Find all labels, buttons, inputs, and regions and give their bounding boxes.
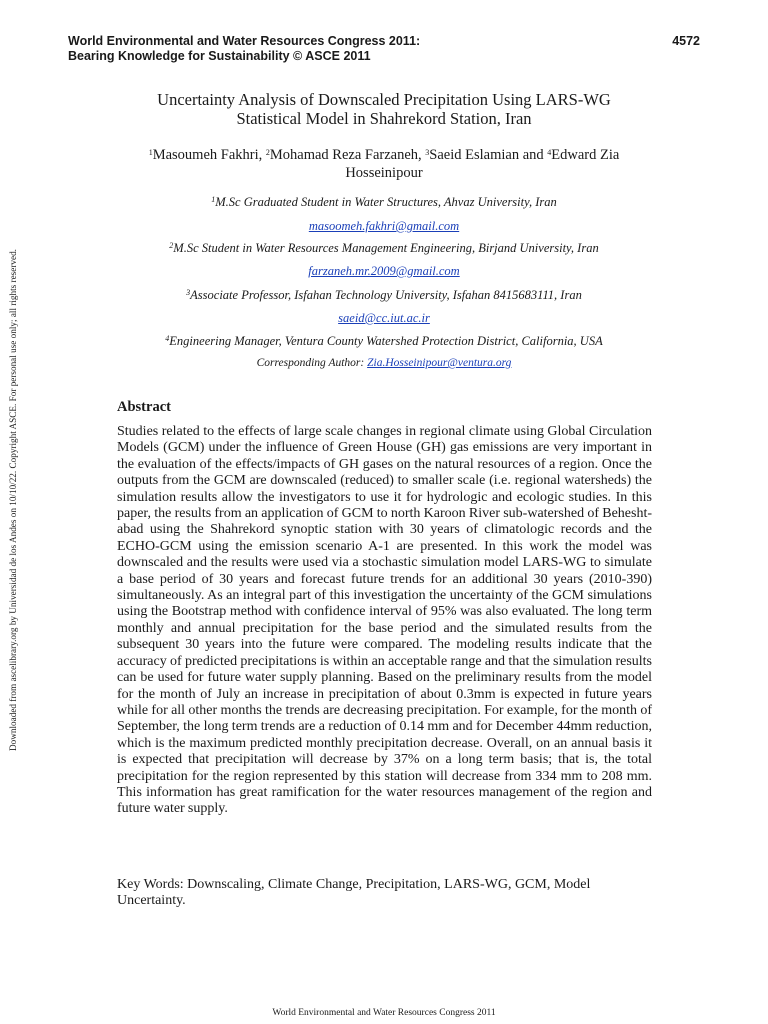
title-line-1: Uncertainty Analysis of Downscaled Precipitation Using LARS-WG (157, 90, 611, 109)
author-2: Mohamad Reza Farzaneh, (269, 147, 426, 163)
page-footer: World Environmental and Water Resources Congress 2011 (272, 1008, 496, 1018)
author-3-index: 3 (425, 148, 430, 157)
title-line-2: Statistical Model in Shahrekord Station, Iran (236, 109, 532, 128)
corresponding-author (90, 356, 678, 370)
header-line-1: World Environmental and Water Resources Congress 2011: (68, 34, 421, 48)
affiliation-1-email-link[interactable]: masoomeh.fakhri@gmail.com (308, 219, 460, 233)
author-4: Edward Zia Hosseinipour (345, 147, 620, 181)
affiliation-1 (90, 195, 678, 210)
corresponding-label: Corresponding Author: (256, 357, 368, 369)
affiliation-2-text: M.Sc Student in Water Resources Management Engineering, Birjand University, Iran (173, 241, 599, 255)
affiliation-1-index: 1 (211, 195, 216, 204)
download-notice: Downloaded from ascelibrary.org by Universidad de los Andes on 10/10/22. Copyright ASCE. For personal use only; all rights reserved. (8, 249, 18, 751)
page-number: 4572 (672, 34, 700, 48)
affiliation-3 (90, 288, 678, 303)
author-1: Masoumeh Fakhri, (152, 147, 266, 163)
author-list (110, 146, 658, 182)
author-1-index: 1 (148, 148, 153, 157)
affiliation-4-text: Engineering Manager, Ventura County Watershed Protection District, California, USA (169, 334, 603, 348)
keywords: Key Words: Downscaling, Climate Change, Precipitation, LARS-WG, GCM, Model Uncertainty. (117, 877, 591, 909)
paper-title (110, 90, 658, 128)
abstract-body: Studies related to the effects of large scale changes in regional climate using Global Circulation Models (GCM) under the influence of Green House (GH) gas emissions are very important in the evaluation of the effects/impacts of GH gases on the natural resources of a region. Once the outputs from the GCM are downscaled (reduced) to smaller scale (i.e. regional watersheds) the simulation results allow the investigators to use it for hydrologic and ecologic studies. In this paper, the results from an application of GCM to north Karoon River sub-watershed of Behesht-abad using the Shahrekord synoptic station with 30 years of climatologic records and the ECHO-GCM using the emission scenario A-1 are presented. In this work the model was downscaled and the results were used via a stochastic simulation model LARS-WG to simulate a base period of 30 years and forecast future trends for an additional 30 years (2010-390) simultaneously. As an integral part of this investigation the uncertainty of the GCM simulations using the Bootstrap method with confidence interval of 95% was also evaluated. The long term monthly and annual precipitation for the base period and the simulated results from the subsequent 30 years into the future were compared. The modeling results indicate that the accuracy of predicted precipitations is within an acceptable range and that the simulation results can be used for future water supply planning. Based on the preliminary results from the model for the month of July an increase in precipitation of about 0.3mm is expected in future years while for all other months the trends are decreasing precipitation. For example, for the month of September, the long term trends are a reduction of 0.14 mm and for December 44mm reduction, which is the maximum predicted monthly precipitation decrease. Overall, on an annual basis it is expected that precipitation will decrease by 37% on a long term basis; that is, the total precipitation for the region represented by this station will decrease from 334 mm to 208 mm. This information has great ramification for the water resources management of the region and future water supply. (117, 424, 652, 817)
author-4-index: 4 (547, 148, 552, 157)
page-header (68, 34, 700, 64)
affiliation-3-text: Associate Professor, Isfahan Technology University, Isfahan 8415683111, Iran (190, 288, 582, 302)
affiliation-1-text: M.Sc Graduated Student in Water Structures, Ahvaz University, Iran (215, 195, 557, 209)
affiliation-2-email-link[interactable]: farzaneh.mr.2009@gmail.com (308, 264, 460, 278)
abstract-heading: Abstract (117, 399, 171, 415)
affiliation-2-index: 2 (169, 241, 174, 250)
header-line-2: Bearing Knowledge for Sustainability © ASCE 2011 (68, 49, 371, 63)
affiliation-3-index: 3 (186, 288, 191, 297)
author-2-index: 2 (265, 148, 270, 157)
affiliation-4 (90, 334, 678, 349)
author-3: Saeid Eslamian and (429, 147, 548, 163)
affiliation-3-email-link[interactable]: saeid@cc.iut.ac.ir (338, 311, 430, 325)
affiliation-2 (90, 241, 678, 256)
corresponding-email-link[interactable]: Zia.Hosseinipour@ventura.org (367, 357, 512, 369)
affiliation-4-index: 4 (165, 334, 170, 343)
